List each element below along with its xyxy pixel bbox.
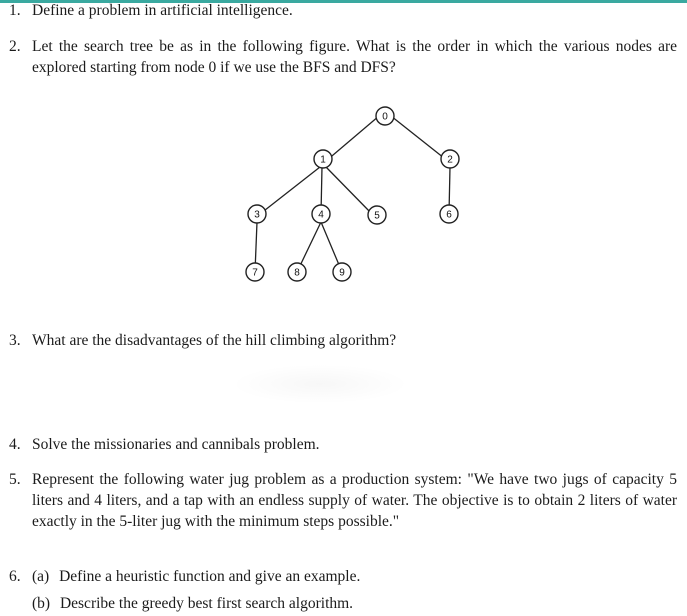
tree-node-label: 1 xyxy=(320,154,326,166)
question-part-b xyxy=(32,593,353,614)
tree-edge xyxy=(326,116,379,161)
blank-answer-area xyxy=(230,364,410,404)
part-label: (a) xyxy=(32,568,50,585)
tree-node-label: 5 xyxy=(374,210,380,222)
question-text: Define a problem in artificial intelligence. xyxy=(32,2,293,19)
tree-node-label: 3 xyxy=(254,209,260,221)
question-text: What are the disadvantages of the hill climbing algorithm? xyxy=(32,332,397,349)
part-text: Describe the greedy best first search algorithm. xyxy=(59,595,354,612)
question-number: 1. xyxy=(9,2,21,19)
question-part-a xyxy=(32,566,360,587)
question-text: Represent the following water jug problem as a production system: "We have two jugs of capacity 5 liters and 4 liters, and a tap with an endless supply of water. The objective is to obtain 2 liters of water exactly in the 5-liter jug with the minimum steps possible." xyxy=(32,471,677,530)
tree-node-label: 9 xyxy=(339,267,345,279)
search-tree-figure xyxy=(225,100,475,290)
question-text: Let the search tree be as in the following figure. What is the order in which the various nodes are explored starting from node 0 if we use the BFS and DFS? xyxy=(32,38,677,76)
tree-edge xyxy=(391,116,444,158)
tree-node-label: 0 xyxy=(382,111,388,123)
question-number: 5. xyxy=(9,471,21,488)
question-number: 6. xyxy=(9,568,21,585)
tree-edge xyxy=(326,167,373,215)
tree-node-label: 4 xyxy=(318,209,324,221)
question-number: 2. xyxy=(9,38,21,55)
part-label: (b) xyxy=(32,595,51,612)
tree-node-label: 6 xyxy=(446,209,452,221)
tree-node-label: 8 xyxy=(294,267,300,279)
part-text: Define a heuristic function and give an example. xyxy=(59,568,361,585)
tree-edge xyxy=(260,167,320,214)
question-number: 3. xyxy=(9,332,21,349)
question-text: Solve the missionaries and cannibals problem. xyxy=(32,436,320,453)
tree-node-label: 7 xyxy=(252,267,258,279)
tree-node-label: 2 xyxy=(447,154,453,166)
question-number: 4. xyxy=(9,436,21,453)
